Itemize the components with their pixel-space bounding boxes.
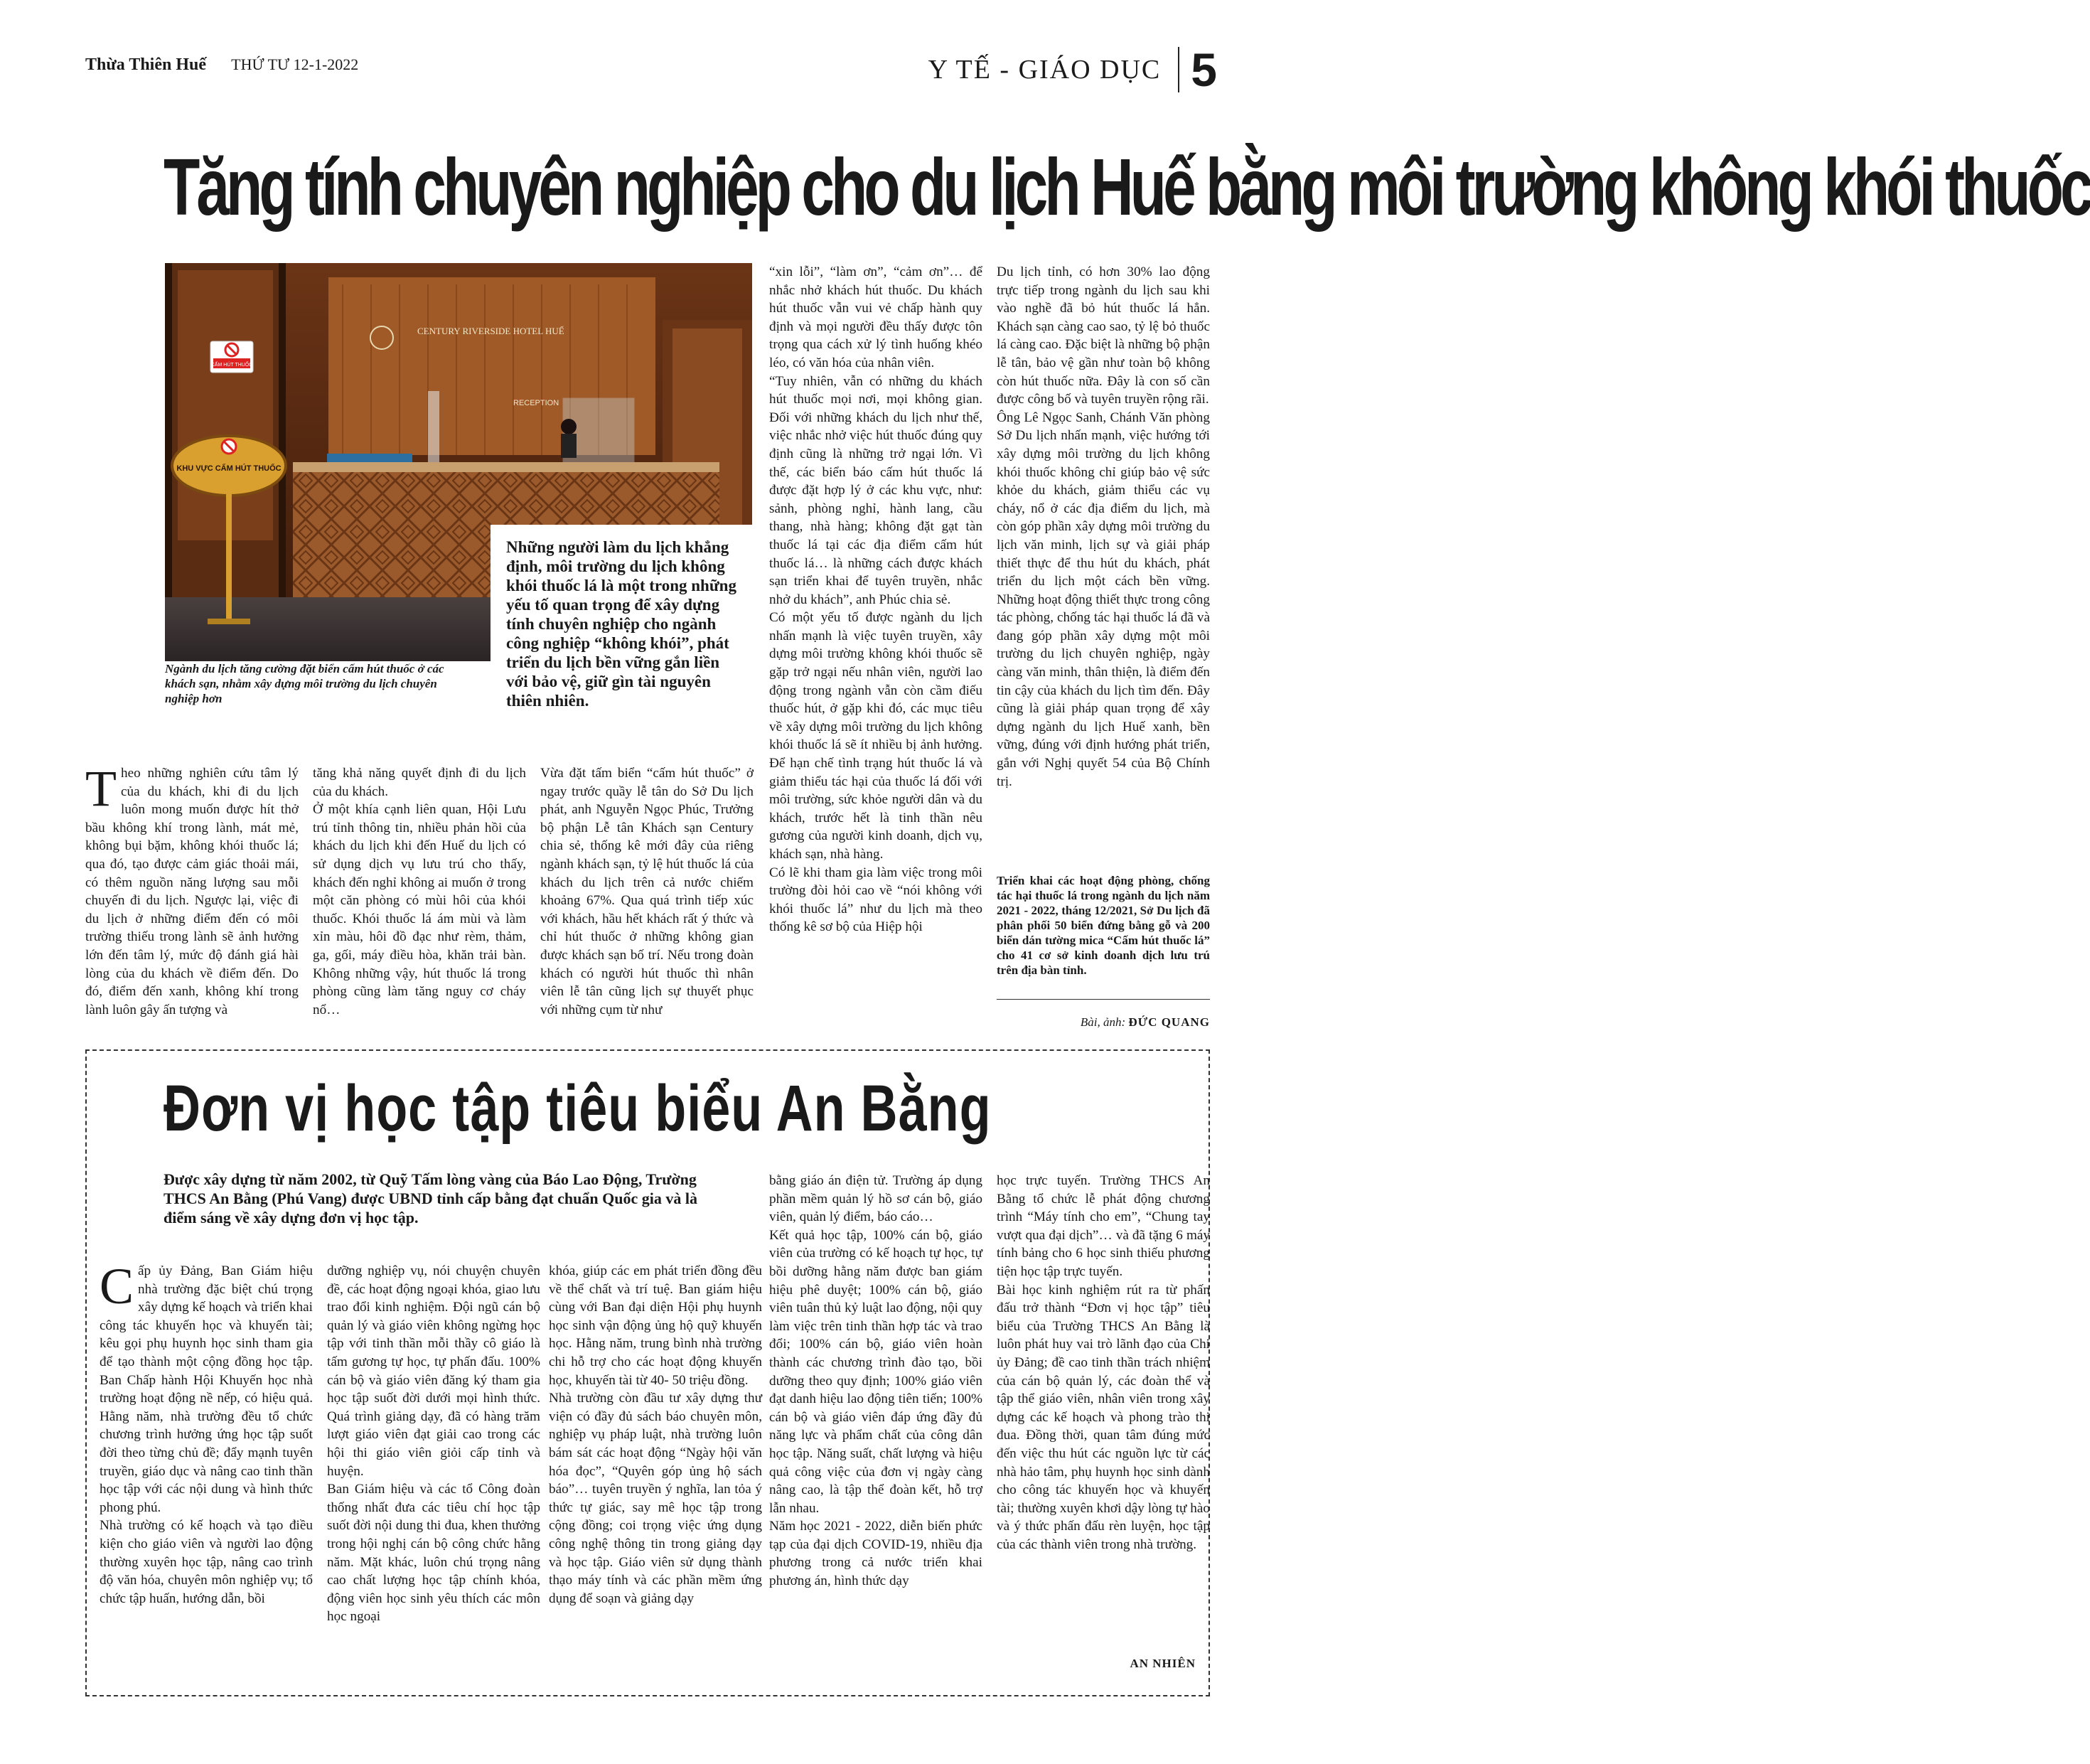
drop-cap: T [85,760,117,817]
article1-column-3: Vừa đặt tấm biển “cấm hút thuốc” ở ngay trước quầy lễ tân do Sở Du lịch phát, anh Nguyễn Ngọc Phúc, Trưởng bộ phận Lễ tân Khách sạn Century chia sẻ, thống kê mới đây của riêng ngành khách sạn, tỷ lệ hút thuốc lá của khách du lịch trên cả nước chiếm khoảng 67%. Qua quá trình tiếp xúc với khách, hầu hết khách rất ý thức và chỉ hút thuốc ở những không gian được khách sạn bố trí. Nếu trong đoàn khách có người hút thuốc thì nhân viên lễ tân cũng lịch sự thuyết phục với những cụm từ như [540,766,754,1017]
article2-col1-text: ấp ủy Đảng, Ban Giám hiệu nhà trường đặc biệt chú trọng xây dựng kế hoạch và triển khai công tác khuyến học và khuyến tài; kêu gọi phụ huynh học sinh tham gia để tạo thành một cộng đồng học tập. Ban Chấp hành Hội Khuyến học nhà trường hoạt động nề nếp, có hiệu quả. Hằng năm, nhà trường đều tổ chức chương trình hưởng ứng học tập suốt đời theo từng chủ đề; đẩy mạnh tuyên truyền, giáo dục và nâng cao tinh thần học tập với các nội dung và hình thức phong phú. Nhà trường có kế hoạch và tạo điều kiện cho giáo viên và người lao động thường xuyên học tập, nâng cao trình độ văn hóa, chuyên môn nghiệp vụ; tổ chức tập huấn, hướng dẫn, bồi [100,1263,313,1606]
article1-info-box: Triển khai các hoạt động phòng, chống tác hại thuốc lá trong ngành du lịch năm 2021 - 2022, tháng 12/2021, Sở Du lịch đã phân phối 50 biển đứng bằng gỗ và 200 biển dán tường mica “Cấm hút thuốc lá” cho 41 cơ sở kinh doanh dịch lưu trú trên địa bàn tỉnh. [997,874,1210,977]
article2-column-1 [100,1258,313,1674]
drop-cap: C [100,1258,134,1315]
article1-headline: Tăng tính chuyên nghiệp cho du lịch Huế bằng môi trường không khói thuốc [164,141,2090,232]
article1-column-4: “xin lỗi”, “làm ơn”, “cảm ơn”… để nhắc nhở khách hút thuốc. Du khách hút thuốc vẫn vui vẻ chấp hành quy định và mọi người đều thấy được tôn trọng qua cách xử lý tình huống khéo léo, có văn hóa của nhân viên. “Tuy nhiên, vẫn có những du khách hút thuốc mọi nơi, mọi không gian. Đối với những khách du lịch như thế, việc nhắc nhở việc hút thuốc đúng quy định cũng là những trở ngại lớn. Vì thế, các biển báo cấm hút thuốc lá được đặt hợp lý ở các khu vực, như: sảnh, phòng nghỉ, hành lang, cầu thang, nhà hàng; không đặt gạt tàn thuốc lá tại các địa điểm cấm hút thuốc lá… là những cách được khách sạn triển khai để tuyên truyền, nhắc nhở du khách”, anh Phúc chia sẻ. Có một yếu tố được ngành du lịch nhấn mạnh là việc tuyên truyền, xây dựng môi trường không khói thuốc sẽ gặp trở ngại nếu nhân viên, người lao động trong ngành vẫn còn cầm điếu thuốc hút, ở gặp khi đó, các mục tiêu về xây dựng môi trường du lịch không khói thuốc lá sẽ ít nhiều bị ảnh hưởng. Để hạn chế tình trạng hút thuốc lá và giảm thiểu tác hại của thuốc lá đối với môi trường, sức khỏe người dân và du khách, trước hết là tinh thần nêu gương của người kinh doanh, dịch vụ, khách sạn, nhà hàng. Có lẽ khi tham gia làm việc trong môi trường đòi hỏi cao về “nói không với khói thuốc lá” như du lịch mà theo thống kê sơ bộ của Hiệp hội [769,264,982,935]
article1-column-5: Du lịch tỉnh, có hơn 30% lao động trực tiếp trong ngành du lịch sau khi vào nghề đã bỏ hút thuốc lá hẳn. Khách sạn càng cao sao, tỷ lệ bỏ thuốc lá càng cao. Đặc biệt là những bộ phận lễ tân, bảo vệ gần như toàn bộ không còn hút thuốc nữa. Đây là con số cần được công bố và tuyên truyền rộng rãi. Ông Lê Ngọc Sanh, Chánh Văn phòng Sở Du lịch nhấn mạnh, việc hướng tới xây dựng môi trường du lịch không khói thuốc không chỉ giúp bảo vệ sức khỏe du khách, giảm thiểu các vụ cháy, nổ ở các địa điểm du lịch, mà còn góp phần xây dựng môi trường du lịch văn minh, lịch sự và giải pháp thiết thực để thu hút du khách, phát triển du lịch một cách bền vững. Những hoạt động thiết thực trong công tác phòng, chống tác hại thuốc lá đã và đang góp phần xây dựng một môi trường du lịch chuyên nghiệp, ngày càng văn minh, thân thiện, là điểm đến tin cậy của khách du lịch tìm đến. Đây cũng là giải pháp quan trọng để xây dựng ngành du lịch Huế xanh, bền vững, đúng với định hướng phát triển, gắn với Nghị quyết 54 của Bộ Chính trị. [997,264,1210,789]
section-name: Y TẾ - GIÁO DỤC [928,55,1162,85]
article2-headline: Đơn vị học tập tiêu biểu An Bằng [164,1072,992,1145]
article1-column-2: tăng khả năng quyết định đi du lịch của du khách. Ở một khía cạnh liên quan, Hội Lưu trú tỉnh thông tin, nhiều phản hồi của khách du lịch khi đến Huế du lịch có sử dụng dịch vụ lưu trú cho thấy, khách đến nghỉ không ai muốn ở trong một căn phòng có mùi hôi của khói thuốc. Khói thuốc lá ám mùi và làm xỉn màu, hôi đồ đạc như rèm, thảm, ga, gối, máy điều hòa, khăn trải bàn. Không những vậy, hút thuốc lá trong phòng cũng làm tăng nguy cơ cháy nổ… [313,766,526,1017]
article1-col1-text: heo những nghiên cứu tâm lý của du khách, khi đi du lịch luôn mong muốn được hít thở bầu không khí trong lành, mát mẻ, không bụi bặm, không khói thuốc lá; qua đó, tạo được cảm giác thoải mái, có thêm nguồn năng lượng sau mỗi chuyến đi du lịch. Ngược lại, việc đi du lịch ở những điểm đến có môi trường thiếu trong lành sẽ ảnh hưởng lớn đến tâm lý, mức độ đánh giá hài lòng của du khách về điểm đến. Do đó, điểm đến xanh, không khí trong lành luôn gây ấn tượng và [85,766,299,1017]
byline-label: Bài, ảnh: [1080,1015,1126,1029]
article2-column-5: học trực tuyến. Trường THCS An Bằng tổ chức lễ phát động chương trình “Máy tính cho em”, “Chung tay vượt qua đại dịch”… và đã tặng 6 máy tính bảng cho 6 học sinh thiếu phương tiện học tập trực tuyến. Bài học kinh nghiệm rút ra từ phấn đấu trở thành “Đơn vị học tập” tiêu biểu của Trường THCS An Bằng là luôn phát huy vai trò lãnh đạo của Chi ủy Đảng; đề cao tinh thần trách nhiệm của cán bộ quản lý, các đoàn thể và tập thể giáo viên, nhân viên trong xây dựng các kế hoạch và phong trào thi đua. Đồng thời, quan tâm đúng mức đến việc thu hút các nguồn lực từ các nhà hảo tâm, phụ huynh học sinh dành cho công tác khuyến học và khuyến tài; thường xuyên khơi dậy lòng tự hào và ý thức phấn đấu rèn luyện, học tập của các thành viên trong nhà trường. [997,1173,1210,1552]
article1-byline [1081,1015,1210,1030]
article2-lead: Được xây dựng từ năm 2002, từ Quỹ Tấm lòng vàng của Báo Lao Động, Trường THCS An Bằng (Phú Vang) được UBND tỉnh cấp bằng đạt chuẩn Quốc gia và là điểm sáng về xây dựng đơn vị học tập. [164,1170,697,1226]
page-header-right [928,43,1217,97]
info-box-divider [997,999,1210,1000]
no-smoking-sign-text: CẤM HÚT THUỐC [210,363,253,368]
hotel-sign-text: CENTURY RIVERSIDE HOTEL HUẾ [417,326,564,336]
article2-byline: AN NHIÊN [1130,1657,1196,1670]
article2-column-4: bằng giáo án điện tử. Trường áp dụng phần mềm quản lý hồ sơ cán bộ, giáo viên, quản lý điểm, báo cáo… Kết quả học tập, 100% cán bộ, giáo viên của trường có kế hoạch tự học, tự bồi dưỡng hằng năm được ban giám hiệu phê duyệt; 100% cán bộ, giáo viên tuân thủ kỷ luật lao động, nội quy làm việc trên tinh thần hợp tác và trao đổi; 100% cán bộ, giáo viên hoàn thành các chương trình đào tạo, bồi dưỡng theo quy định; 100% giáo viên đạt danh hiệu lao động tiên tiến; 100% cán bộ và giáo viên đáp ứng đầy đủ năng lực và phẩm chất của công dân học tập. Năng suất, chất lượng và hiệu quả công việc của đơn vị ngày càng nâng cao, là tập thể đoàn kết, hỗ trợ lẫn nhau. Năm học 2021 - 2022, diễn biến phức tạp của đại dịch COVID-19, nhiều địa phương trong cả nước triển khai phương án, hình thức dạy [769,1173,982,1589]
newspaper-name: Thừa Thiên Huế [85,55,207,74]
page-number: 5 [1191,43,1217,96]
article1-column-1 [85,760,299,1035]
photo-caption: Ngành du lịch tăng cường đặt biển cấm hút thuốc ở các khách sạn, nhằm xây dựng môi trường du lịch chuyên nghiệp hơn [165,662,444,705]
article2-column-2: dưỡng nghiệp vụ, nói chuyện chuyên đề, các hoạt động ngoại khóa, giao lưu trao đổi kinh nghiệm. Đội ngũ cán bộ quản lý và giáo viên không ngừng học tập với tinh thần mỗi thầy cô giáo là tấm gương tự học, tự phấn đấu. 100% cán bộ và giáo viên đăng ký tham gia học tập suốt đời dưới mọi hình thức. Quá trình giảng dạy, đã có hàng trăm lượt giáo viên đạt giải cao trong các hội thi giáo viên giỏi cấp tỉnh và huyện. Ban Giám hiệu và các tổ Công đoàn thống nhất đưa các tiêu chí học tập suốt đời nội dung thi đua, khen thưởng trong hội nghị cán bộ công chức hằng năm. Mặt khác, luôn chú trọng nâng cao chất lượng học tập chính khóa, động viên học sinh yêu thích các môn học ngoại [327,1263,540,1625]
byline-author: ĐỨC QUANG [1128,1015,1210,1029]
article2-column-3: khóa, giúp các em phát triển đồng đều về thể chất và trí tuệ. Ban giám hiệu cùng với Ban đại diện Hội phụ huynh học sinh vận động ủng hộ quỹ khuyến học. Hằng năm, trung bình nhà trường chi hỗ trợ cho các hoạt động khuyến học, khuyến tài từ 40- 50 triệu đồng. Nhà trường còn đầu tư xây dựng thư viện có đầy đủ sách báo chuyên môn, nghiệp vụ pháp luật, nhà trường luôn bám sát các hoạt động “Ngày hội văn hóa đọc”, “Quyên góp ủng hộ sách báo”… tuyên truyền ý nghĩa, lan tỏa ý thức tự giác, say mê học tập trong cộng đồng; coi trọng việc ứng dụng công nghệ thông tin trong giảng dạy và học tập. Giáo viên sử dụng thành thạo máy tính và các phần mềm ứng dụng để soạn và giảng dạy [549,1263,762,1606]
header-divider [1178,47,1179,92]
page-header-left [85,55,358,75]
reception-sign-text: RECEPTION [513,399,559,407]
article1-pull-quote: Những người làm du lịch khẳng định, môi trường du lịch không khói thuốc lá là một trong những yếu tố quan trọng để xây dựng tính chuyên nghiệp cho ngành công nghiệp “không khói”, phát triển du lịch bền vững gắn liền với bảo vệ, giữ gìn tài nguyên thiên nhiên. [491,525,752,738]
smoking-zone-sign-text: KHU VỰC CẤM HÚT THUỐC [176,464,282,473]
issue-date: THỨ TƯ 12-1-2022 [231,55,359,73]
